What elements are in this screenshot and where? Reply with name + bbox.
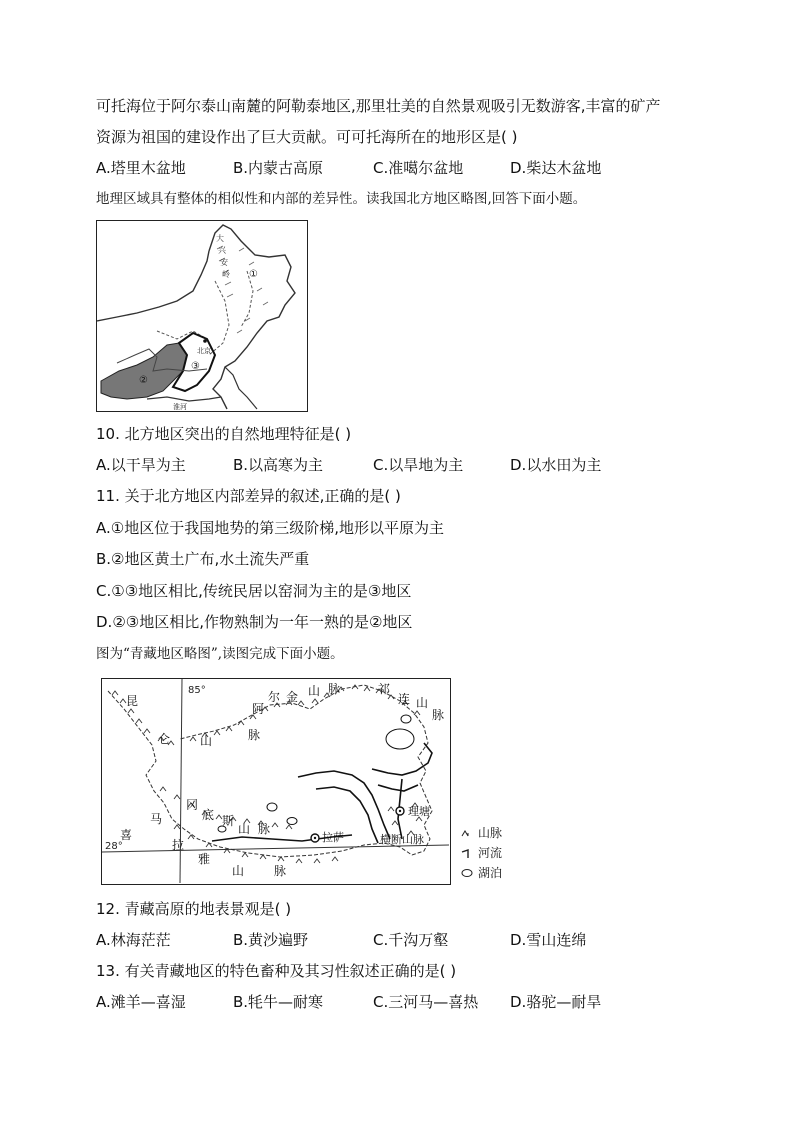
- litang-label: 理塘: [408, 805, 430, 818]
- map1-label-region2: ②: [139, 375, 148, 386]
- map1-label-region1: ①: [249, 269, 258, 280]
- map2-legend: [460, 826, 530, 886]
- q13-option-d: D.骆驼—耐旱: [510, 993, 602, 1011]
- gangdise-char-4: 山: [238, 822, 251, 836]
- legend-river-label: 河流: [478, 846, 503, 860]
- kunlun-char-1: 昆: [126, 694, 139, 708]
- q10-option-c: C.以旱地为主: [373, 456, 464, 474]
- intro-north-region: 地理区域具有整体的相似性和内部的差异性。读我国北方地区略图,回答下面小题。: [96, 191, 587, 207]
- legend-mountain-icon: [462, 831, 468, 836]
- map1-label-region3: ③: [191, 361, 200, 372]
- altun-char-2: 尔: [268, 690, 281, 704]
- qilian-char-3: 山: [416, 696, 429, 710]
- q13-option-b: B.牦牛—耐寒: [233, 993, 324, 1011]
- lhasa-label: 拉萨: [322, 831, 344, 844]
- north-china-map: [96, 220, 308, 412]
- litang-marker-dot: [399, 810, 401, 812]
- q11-option-a: A.①地区位于我国地势的第三级阶梯,地形以平原为主: [96, 519, 444, 537]
- intro-qinghai-tibet: 图为“青藏地区略图”,读图完成下面小题。: [96, 646, 344, 662]
- altun-char-1: 阿: [252, 702, 265, 716]
- q13-stem: 13. 有关青藏地区的特色畜种及其习性叙述正确的是( ): [96, 962, 457, 980]
- q12-option-b: B.黄沙遍野: [233, 931, 309, 949]
- gangdise-char-2: 底: [202, 808, 215, 822]
- meridian-85: [180, 679, 182, 883]
- altun-char-5: 脉: [328, 682, 341, 696]
- lon-label: 85°: [188, 685, 206, 696]
- map1-label-xing: 兴: [218, 246, 226, 255]
- q11-option-d: D.②③地区相比,作物熟制为一年一熟的是②地区: [96, 613, 413, 631]
- qilian-char-4: 脉: [432, 708, 445, 722]
- q12-option-d: D.雪山连绵: [510, 931, 587, 949]
- q9-option-d: D.柴达木盆地: [510, 159, 602, 177]
- q11-option-b: B.②地区黄土广布,水土流失严重: [96, 550, 310, 568]
- q9-option-b: B.内蒙古高原: [233, 159, 324, 177]
- map1-label-beijing: 北京: [197, 347, 211, 355]
- q9-stem-line1: 可托海位于阿尔泰山南麓的阿勒泰地区,那里壮美的自然景观吸引无数游客,丰富的矿产: [96, 97, 661, 115]
- q13-option-a: A.滩羊—喜湿: [96, 993, 186, 1011]
- west-boundary-line: [97, 251, 209, 321]
- legend-lake-icon: [462, 870, 472, 877]
- huaihe-river: [147, 397, 221, 401]
- himalaya-char-4: 雅: [198, 852, 211, 866]
- q9-option-c: C.准噶尔盆地: [373, 159, 464, 177]
- q13-option-c: C.三河马—喜热: [373, 993, 479, 1011]
- altun-char-3: 金: [286, 690, 299, 704]
- coastline: [225, 367, 257, 409]
- q9-stem-line2: 资源为祖国的建设作出了巨大贡献。可可托海所在的地形区是( ): [96, 128, 518, 146]
- q12-option-a: A.林海茫茫: [96, 931, 171, 949]
- q10-option-b: B.以高寒为主: [233, 456, 324, 474]
- legend-graphic: [460, 826, 530, 886]
- legend-mountain-label: 山脉: [478, 826, 503, 840]
- qilian-char-1: 祁: [378, 682, 391, 696]
- q10-option-a: A.以干旱为主: [96, 456, 186, 474]
- lhasa-marker-dot: [314, 837, 316, 839]
- lat-label: 28°: [105, 841, 123, 852]
- map1-label-an: 安: [220, 258, 228, 267]
- kunlun-char-3: 山: [200, 734, 213, 748]
- map1-label-da: 大: [216, 234, 224, 243]
- himalaya-char-6: 脉: [274, 864, 287, 878]
- q9-option-a: A.塔里木盆地: [96, 159, 186, 177]
- gangdise-char-5: 脉: [258, 822, 271, 836]
- qinghai-tibet-map: [101, 678, 451, 885]
- q10-stem: 10. 北方地区突出的自然地理特征是( ): [96, 425, 352, 443]
- himalaya-char-2: 马: [150, 812, 163, 826]
- map1-label-ling: 岭: [222, 270, 230, 279]
- beijing-marker: [203, 339, 207, 343]
- legend-lake-label: 湖泊: [478, 866, 503, 880]
- himalaya-char-3: 拉: [172, 838, 185, 852]
- province-boundary-line: [209, 281, 229, 355]
- legend-river-icon: [462, 850, 468, 858]
- himalaya-char-1: 喜: [120, 828, 133, 842]
- q10-option-d: D.以水田为主: [510, 456, 602, 474]
- q12-option-c: C.千沟万壑: [373, 931, 449, 949]
- kunlun-char-4: 脉: [248, 728, 261, 742]
- q12-stem: 12. 青藏高原的地表景观是( ): [96, 900, 292, 918]
- map1-label-huaihe: 淮河: [173, 403, 187, 411]
- q11-stem: 11. 关于北方地区内部差异的叙述,正确的是( ): [96, 487, 401, 505]
- gangdise-char-1: 冈: [186, 798, 199, 812]
- altun-char-4: 山: [308, 684, 321, 698]
- q11-option-c: C.①③地区相比,传统民居以窑洞为主的是③地区: [96, 582, 412, 600]
- qinghai-tibet-map-graphic: [102, 679, 449, 883]
- gangdise-char-3: 斯: [222, 814, 235, 828]
- hengduan-label: 横断山脉: [380, 833, 424, 846]
- qilian-char-2: 连: [398, 692, 411, 706]
- north-china-map-graphic: [97, 221, 308, 412]
- kunlun-char-2: 仑: [158, 732, 171, 746]
- himalaya-char-5: 山: [232, 864, 245, 878]
